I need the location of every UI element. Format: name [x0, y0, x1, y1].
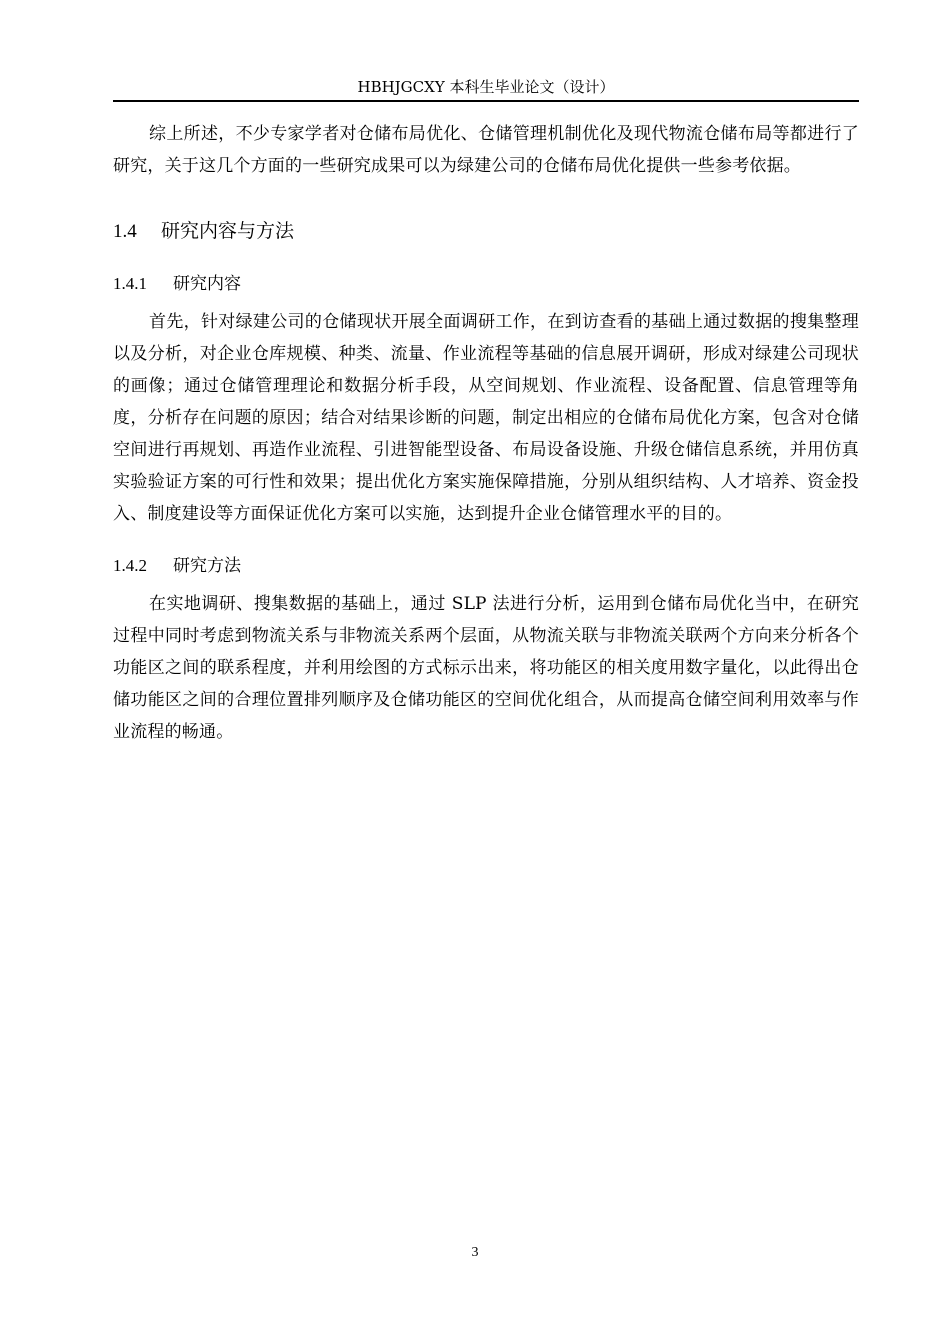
section-heading-1-4	[113, 218, 859, 245]
subsection-heading-1-4-1	[113, 272, 859, 296]
subsection-title: 研究方法	[173, 556, 241, 576]
subsection-number: 1.4.1	[113, 274, 147, 293]
intro-paragraph: 综上所述，不少专家学者对仓储布局优化、仓储管理机制优化及现代物流仓储布局等都进行了研究，关于这几个方面的一些研究成果可以为绿建公司的仓储布局优化提供一些参考依据。	[113, 124, 859, 176]
header-divider	[113, 100, 859, 102]
subsection-number: 1.4.2	[113, 556, 147, 575]
research-method-paragraph: 在实地调研、搜集数据的基础上，通过 SLP 法进行分析，运用到仓储布局优化当中，在研究过程中同时考虑到物流关系与非物流关系两个层面，从物流关联与非物流关联两个方向来分析各个功能区之间的联系程度，并利用绘图的方式标示出来，将功能区的相关度用数字量化，以此得出仓储功能区之间的合理位置排列顺序及仓储功能区的空间优化组合，从而提高仓储空间利用效率与作业流程的畅通。	[113, 594, 859, 742]
research-content-paragraph: 首先，针对绿建公司的仓储现状开展全面调研工作，在到访查看的基础上通过数据的搜集整理以及分析，对企业仓库规模、种类、流量、作业流程等基础的信息展开调研，形成对绿建公司现状的画像；通过仓储管理理论和数据分析手段，从空间规划、作业流程、设备配置、信息管理等角度，分析存在问题的原因；结合对结果诊断的问题，制定出相应的仓储布局优化方案，包含对仓储空间进行再规划、再造作业流程、引进智能型设备、布局设备设施、升级仓储信息系统，并用仿真实验验证方案的可行性和效果；提出优化方案实施保障措施，分别从组织结构、人才培养、资金投入、制度建设等方面保证优化方案可以实施，达到提升企业仓储管理水平的目的。	[113, 312, 859, 524]
page-number: 3	[471, 1245, 479, 1260]
page-content	[113, 118, 859, 748]
subsection-heading-1-4-2	[113, 554, 859, 578]
section-number: 1.4	[113, 221, 137, 242]
subsection-title: 研究内容	[173, 274, 241, 294]
section-title: 研究内容与方法	[161, 220, 295, 242]
running-header: HBHJGCXY 本科生毕业论文（设计）	[357, 78, 615, 96]
